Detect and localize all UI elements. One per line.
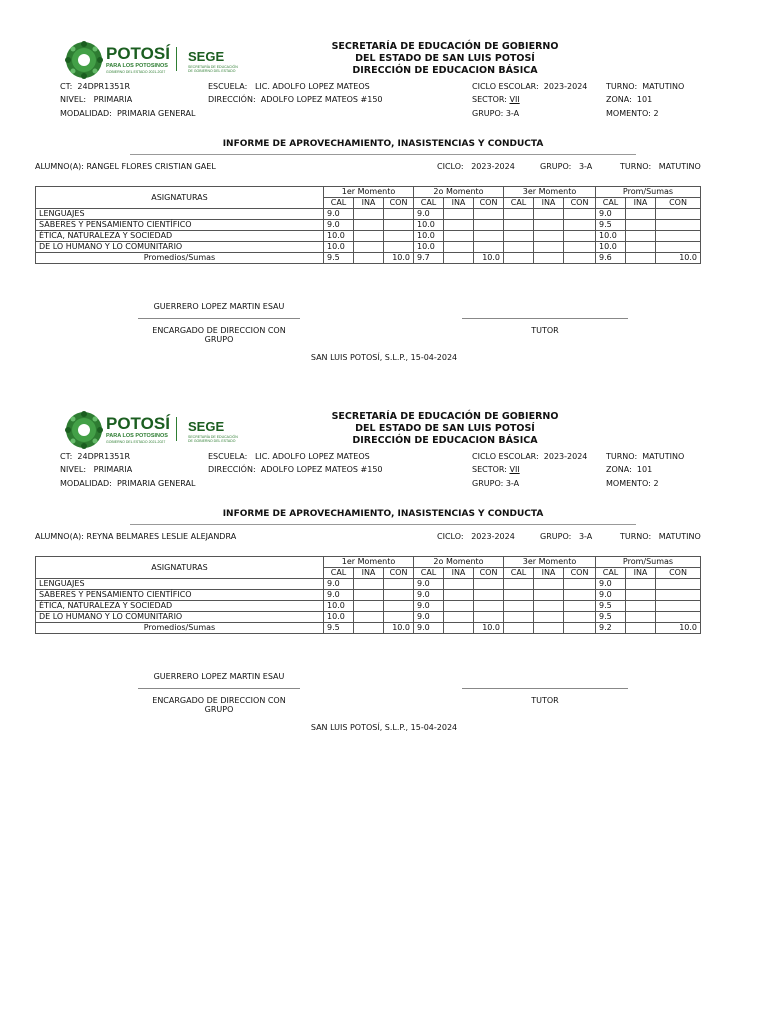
grade-cell	[564, 231, 596, 242]
grade-cell: 9.0	[596, 579, 626, 590]
grupo-student-field: GRUPO: 3-A	[540, 532, 593, 541]
subject-name: SABERES Y PENSAMIENTO CIENTÍFICO	[36, 590, 324, 601]
table-row	[36, 612, 701, 623]
sub-header: CON	[656, 198, 701, 209]
grade-cell	[504, 601, 534, 612]
grade-cell	[504, 220, 534, 231]
grade-cell	[626, 590, 656, 601]
grade-cell	[534, 601, 564, 612]
grade-cell: 9.0	[414, 209, 444, 220]
total-cell: 9.7	[414, 253, 444, 264]
place-date: SAN LUIS POTOSÍ, S.L.P., 15-04-2024	[310, 723, 458, 732]
totals-row	[36, 253, 701, 264]
modalidad-field: MODALIDAD: PRIMARIA GENERAL	[60, 479, 196, 488]
signature-role: ENCARGADO DE DIRECCION CON GRUPO	[152, 696, 286, 714]
sub-header: INA	[534, 198, 564, 209]
table-row	[36, 231, 701, 242]
grade-cell	[564, 579, 596, 590]
subject-name: DE LO HUMANO Y LO COMUNITARIO	[36, 242, 324, 253]
grade-cell	[384, 209, 414, 220]
sub-header: CON	[384, 568, 414, 579]
grade-cell	[354, 242, 384, 253]
totals-label: Promedios/Sumas	[36, 623, 324, 634]
total-cell: 10.0	[656, 623, 701, 634]
grade-cell	[626, 231, 656, 242]
title-divider	[130, 154, 636, 155]
grade-cell	[354, 612, 384, 623]
signature-role: ENCARGADO DE DIRECCION CON GRUPO	[152, 326, 286, 344]
report-card	[0, 407, 768, 777]
total-cell	[626, 623, 656, 634]
grade-cell	[384, 601, 414, 612]
grade-cell	[444, 601, 474, 612]
ciclo-field: CICLO: 2023-2024	[437, 532, 515, 541]
grade-cell	[564, 242, 596, 253]
grade-cell: 9.0	[414, 590, 444, 601]
grade-cell	[474, 579, 504, 590]
total-cell: 9.5	[324, 623, 354, 634]
grade-cell: 10.0	[596, 231, 626, 242]
grade-cell	[384, 242, 414, 253]
grade-cell	[534, 612, 564, 623]
grade-cell	[384, 590, 414, 601]
sub-header: CON	[384, 198, 414, 209]
sub-header: CAL	[596, 198, 626, 209]
grade-cell	[474, 242, 504, 253]
grade-cell	[504, 231, 534, 242]
header-title: SECRETARÍA DE EDUCACIÓN DE GOBIERNO DEL ESTADO DE SAN LUIS POTOSÍ DIRECCIÓN DE EDUCACION BÁSICA	[331, 41, 559, 76]
moment-header: 1er Momento	[324, 557, 414, 568]
svg-text:DE GOBIERNO DEL ESTADO: DE GOBIERNO DEL ESTADO	[188, 439, 236, 443]
grade-cell	[534, 209, 564, 220]
total-cell	[504, 253, 534, 264]
grades-table	[35, 556, 701, 634]
potosi-sege-logo	[60, 407, 250, 453]
nivel-field: NIVEL: PRIMARIA	[60, 465, 133, 474]
tutor-label: TUTOR	[531, 696, 559, 705]
svg-text:SECRETARÍA DE EDUCACIÓN: SECRETARÍA DE EDUCACIÓN	[188, 435, 238, 439]
signature-name: GUERRERO LOPEZ MARTIN ESAU	[153, 302, 285, 311]
alumno-field: ALUMNO(A): RANGEL FLORES CRISTIAN GAEL	[35, 162, 216, 171]
grade-cell	[504, 590, 534, 601]
grade-cell	[534, 590, 564, 601]
tutor-label: TUTOR	[531, 326, 559, 335]
alumno-field: ALUMNO(A): REYNA BELMARES LESLIE ALEJANDRA	[35, 532, 237, 541]
grade-cell	[354, 601, 384, 612]
ct-field: CT: 24DPR1351R	[60, 452, 131, 461]
total-cell	[534, 623, 564, 634]
sub-header: CON	[564, 198, 596, 209]
sub-header: INA	[444, 568, 474, 579]
grade-cell: 9.0	[414, 579, 444, 590]
moment-header: 2o Momento	[414, 187, 504, 198]
grade-cell	[656, 231, 701, 242]
moment-header: 3er Momento	[504, 187, 596, 198]
total-cell	[626, 253, 656, 264]
moment-header: Prom/Sumas	[596, 187, 701, 198]
svg-text:GOBIERNO DEL ESTADO 2021-2027: GOBIERNO DEL ESTADO 2021-2027	[106, 70, 166, 74]
report-title: INFORME DE APROVECHAMIENTO, INASISTENCIAS Y CONDUCTA	[222, 509, 544, 519]
asignaturas-header: ASIGNATURAS	[36, 187, 324, 209]
grade-cell	[504, 242, 534, 253]
svg-text:POTOSÍ: POTOSÍ	[106, 414, 170, 433]
svg-text:SEGE: SEGE	[188, 419, 225, 434]
total-cell	[444, 253, 474, 264]
grade-cell: 9.0	[596, 209, 626, 220]
total-cell: 10.0	[384, 623, 414, 634]
grade-cell	[384, 231, 414, 242]
svg-text:SECRETARÍA DE EDUCACIÓN: SECRETARÍA DE EDUCACIÓN	[188, 65, 238, 69]
svg-text:PARA LOS POTOSINOS: PARA LOS POTOSINOS	[106, 433, 168, 439]
sub-header: INA	[626, 568, 656, 579]
nivel-field: NIVEL: PRIMARIA	[60, 95, 133, 104]
table-row	[36, 209, 701, 220]
grade-cell	[564, 209, 596, 220]
title-divider	[130, 524, 636, 525]
escuela-field: ESCUELA: LIC. ADOLFO LOPEZ MATEOS	[208, 82, 370, 91]
moment-header: 2o Momento	[414, 557, 504, 568]
grade-cell: 9.5	[596, 601, 626, 612]
ct-field: CT: 24DPR1351R	[60, 82, 131, 91]
grade-cell	[626, 601, 656, 612]
sub-header: CAL	[596, 568, 626, 579]
moment-header: 3er Momento	[504, 557, 596, 568]
sub-header: CON	[656, 568, 701, 579]
asignaturas-header: ASIGNATURAS	[36, 557, 324, 579]
grade-cell	[354, 579, 384, 590]
svg-text:PARA LOS POTOSINOS: PARA LOS POTOSINOS	[106, 63, 168, 69]
subject-name: LENGUAJES	[36, 209, 324, 220]
grade-cell	[656, 612, 701, 623]
grade-cell: 9.0	[324, 209, 354, 220]
total-cell	[504, 623, 534, 634]
sub-header: CAL	[414, 568, 444, 579]
grade-cell	[444, 209, 474, 220]
grade-cell	[474, 209, 504, 220]
tutor-signature-line	[462, 688, 628, 689]
grade-cell	[564, 590, 596, 601]
grade-cell	[444, 220, 474, 231]
grade-cell	[444, 590, 474, 601]
sub-header: INA	[354, 568, 384, 579]
grade-cell	[656, 209, 701, 220]
total-cell: 9.2	[596, 623, 626, 634]
sub-header: CON	[474, 568, 504, 579]
modalidad-field: MODALIDAD: PRIMARIA GENERAL	[60, 109, 196, 118]
svg-text:POTOSÍ: POTOSÍ	[106, 44, 170, 63]
turno-field: TURNO: MATUTINO	[606, 82, 685, 91]
grade-cell	[626, 612, 656, 623]
sub-header: CON	[564, 568, 596, 579]
grade-cell	[564, 220, 596, 231]
grade-cell	[444, 242, 474, 253]
grade-cell	[626, 209, 656, 220]
grade-cell: 10.0	[414, 242, 444, 253]
grade-cell	[504, 579, 534, 590]
grade-cell	[354, 220, 384, 231]
total-cell	[564, 253, 596, 264]
total-cell: 10.0	[474, 623, 504, 634]
sub-header: INA	[444, 198, 474, 209]
ciclo-escolar-field: CICLO ESCOLAR: 2023-2024	[472, 452, 588, 461]
total-cell: 9.6	[596, 253, 626, 264]
grade-cell: 9.0	[324, 579, 354, 590]
grade-cell	[564, 601, 596, 612]
grade-cell	[384, 220, 414, 231]
total-cell	[354, 253, 384, 264]
grade-cell	[534, 579, 564, 590]
sub-header: INA	[534, 568, 564, 579]
escuela-field: ESCUELA: LIC. ADOLFO LOPEZ MATEOS	[208, 452, 370, 461]
grade-cell	[656, 590, 701, 601]
table-row	[36, 220, 701, 231]
report-card	[0, 37, 768, 407]
grade-cell	[354, 590, 384, 601]
turno-student-field: TURNO: MATUTINO	[620, 162, 701, 171]
ciclo-escolar-field: CICLO ESCOLAR: 2023-2024	[472, 82, 588, 91]
grade-cell	[474, 220, 504, 231]
grade-cell: 9.0	[414, 612, 444, 623]
grade-cell	[444, 612, 474, 623]
grade-cell	[474, 590, 504, 601]
grade-cell: 9.0	[414, 601, 444, 612]
report-title: INFORME DE APROVECHAMIENTO, INASISTENCIAS Y CONDUCTA	[222, 139, 544, 149]
grade-cell	[504, 209, 534, 220]
grade-cell: 9.5	[596, 220, 626, 231]
grade-cell	[354, 231, 384, 242]
potosi-sege-logo	[60, 37, 250, 83]
grade-cell	[656, 220, 701, 231]
grade-cell	[534, 242, 564, 253]
grade-cell	[656, 601, 701, 612]
svg-text:DE GOBIERNO DEL ESTADO: DE GOBIERNO DEL ESTADO	[188, 69, 236, 73]
grade-cell: 10.0	[324, 612, 354, 623]
zona-field: ZONA: 101	[606, 465, 653, 474]
grade-cell: 9.0	[596, 590, 626, 601]
sector-field: SECTOR: VII	[472, 95, 520, 104]
grade-cell	[384, 612, 414, 623]
grade-cell	[626, 242, 656, 253]
grades-table	[35, 186, 701, 264]
momento-field: MOMENTO: 2	[606, 479, 659, 488]
grade-cell	[444, 579, 474, 590]
total-cell: 9.0	[414, 623, 444, 634]
grade-cell: 10.0	[596, 242, 626, 253]
subject-name: DE LO HUMANO Y LO COMUNITARIO	[36, 612, 324, 623]
grade-cell	[354, 209, 384, 220]
grade-cell	[534, 231, 564, 242]
ciclo-field: CICLO: 2023-2024	[437, 162, 515, 171]
grade-cell: 10.0	[324, 242, 354, 253]
subject-name: LENGUAJES	[36, 579, 324, 590]
sub-header: CAL	[324, 198, 354, 209]
total-cell: 10.0	[384, 253, 414, 264]
grade-cell	[564, 612, 596, 623]
total-cell: 9.5	[324, 253, 354, 264]
sub-header: CAL	[504, 198, 534, 209]
sub-header: INA	[626, 198, 656, 209]
grade-cell: 10.0	[414, 231, 444, 242]
grade-cell: 10.0	[324, 231, 354, 242]
momento-field: MOMENTO: 2	[606, 109, 659, 118]
total-cell: 10.0	[474, 253, 504, 264]
zona-field: ZONA: 101	[606, 95, 653, 104]
flower-emblem-icon	[65, 411, 103, 449]
subject-name: SABERES Y PENSAMIENTO CIENTÍFICO	[36, 220, 324, 231]
table-row	[36, 590, 701, 601]
sub-header: CAL	[324, 568, 354, 579]
moment-header: Prom/Sumas	[596, 557, 701, 568]
sub-header: CAL	[414, 198, 444, 209]
turno-field: TURNO: MATUTINO	[606, 452, 685, 461]
signature-line	[138, 318, 300, 319]
subject-name: ÉTICA, NATURALEZA Y SOCIEDAD	[36, 601, 324, 612]
table-row	[36, 242, 701, 253]
sub-header: INA	[354, 198, 384, 209]
place-date: SAN LUIS POTOSÍ, S.L.P., 15-04-2024	[310, 353, 458, 362]
signature-name: GUERRERO LOPEZ MARTIN ESAU	[153, 672, 285, 681]
grade-cell	[656, 242, 701, 253]
moment-header: 1er Momento	[324, 187, 414, 198]
subject-name: ÉTICA, NATURALEZA Y SOCIEDAD	[36, 231, 324, 242]
totals-label: Promedios/Sumas	[36, 253, 324, 264]
total-cell	[444, 623, 474, 634]
sub-header: CAL	[504, 568, 534, 579]
grupo-field: GRUPO: 3-A	[472, 479, 520, 488]
grade-cell	[474, 612, 504, 623]
grade-cell	[656, 579, 701, 590]
grade-cell	[626, 220, 656, 231]
grade-cell: 10.0	[414, 220, 444, 231]
grade-cell	[504, 612, 534, 623]
total-cell	[564, 623, 596, 634]
table-row	[36, 579, 701, 590]
total-cell	[354, 623, 384, 634]
grade-cell: 9.0	[324, 590, 354, 601]
grade-cell	[474, 231, 504, 242]
grupo-student-field: GRUPO: 3-A	[540, 162, 593, 171]
header-title: SECRETARÍA DE EDUCACIÓN DE GOBIERNO DEL ESTADO DE SAN LUIS POTOSÍ DIRECCIÓN DE EDUCACION BÁSICA	[331, 411, 559, 446]
table-row	[36, 601, 701, 612]
signature-line	[138, 688, 300, 689]
grade-cell	[444, 231, 474, 242]
grade-cell	[626, 579, 656, 590]
grade-cell: 9.5	[596, 612, 626, 623]
grade-cell	[534, 220, 564, 231]
totals-row	[36, 623, 701, 634]
sector-field: SECTOR: VII	[472, 465, 520, 474]
grupo-field: GRUPO: 3-A	[472, 109, 520, 118]
grade-cell	[384, 579, 414, 590]
total-cell	[534, 253, 564, 264]
total-cell: 10.0	[656, 253, 701, 264]
direccion-field: DIRECCIÓN: ADOLFO LOPEZ MATEOS #150	[208, 465, 383, 474]
turno-student-field: TURNO: MATUTINO	[620, 532, 701, 541]
sub-header: CON	[474, 198, 504, 209]
grade-cell	[474, 601, 504, 612]
svg-text:GOBIERNO DEL ESTADO 2021-2027: GOBIERNO DEL ESTADO 2021-2027	[106, 440, 166, 444]
flower-emblem-icon	[65, 41, 103, 79]
tutor-signature-line	[462, 318, 628, 319]
svg-text:SEGE: SEGE	[188, 49, 225, 64]
direccion-field: DIRECCIÓN: ADOLFO LOPEZ MATEOS #150	[208, 95, 383, 104]
grade-cell: 10.0	[324, 601, 354, 612]
grade-cell: 9.0	[324, 220, 354, 231]
